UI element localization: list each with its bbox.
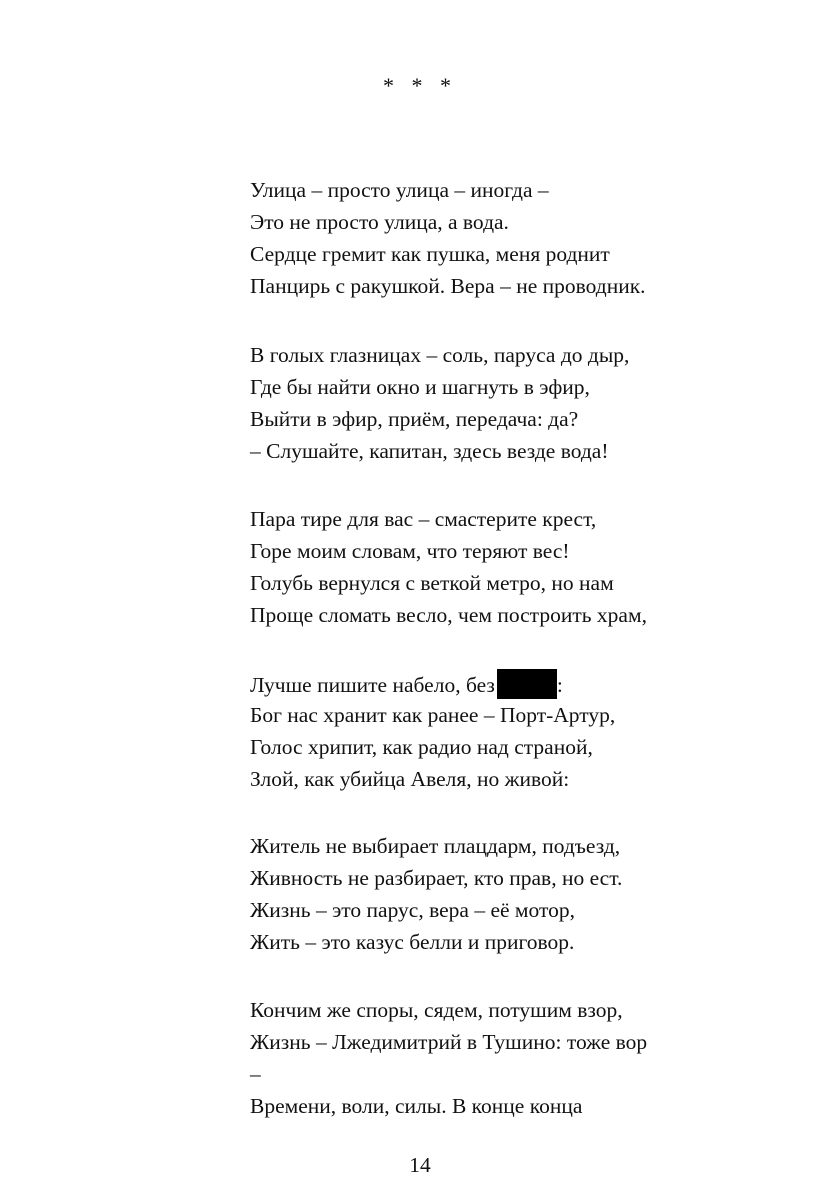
poem-line: Голос хрипит, как радио над страной,	[250, 735, 593, 759]
poem-line: Выйти в эфир, приём, передача: да?	[250, 407, 579, 431]
poem-line: Голубь вернулся с веткой метро, но нам	[250, 571, 614, 595]
poem-line: Проще сломать весло, чем построить храм,	[250, 603, 647, 627]
poem-line: Живность не разбирает, кто прав, но ест.	[250, 866, 623, 890]
poem-line: Улица – просто улица – иногда –	[250, 178, 549, 202]
poem-line: Это не просто улица, а вода.	[250, 210, 509, 234]
poem-line: Горе моим словам, что теряют вес!	[250, 539, 570, 563]
poem-line: В голых глазницах – соль, паруса до дыр,	[250, 343, 630, 367]
poem-line-suffix: :	[556, 673, 563, 697]
page-number: 14	[409, 1153, 431, 1177]
poem-line: –	[250, 1062, 261, 1086]
redaction-block	[497, 669, 557, 699]
poem-line: – Слушайте, капитан, здесь везде вода!	[250, 439, 609, 463]
poem-line: Времени, воли, силы. В конце конца	[250, 1094, 583, 1118]
poem-line: Сердце гремит как пушка, меня роднит	[250, 242, 610, 266]
poem-line: Пара тире для вас – смастерите крест,	[250, 507, 597, 531]
poem-line: Кончим же споры, сядем, потушим взор,	[250, 998, 623, 1022]
poem-line: Жить – это казус белли и приговор.	[250, 930, 575, 954]
section-ornament: * * *	[383, 73, 457, 98]
poem-line: Где бы найти окно и шагнуть в эфир,	[250, 375, 590, 399]
poem-line: Жизнь – это парус, вера – её мотор,	[250, 898, 575, 922]
poem-line: Панцирь с ракушкой. Вера – не проводник.	[250, 274, 646, 298]
poem-line: Злой, как убийца Авеля, но живой:	[250, 767, 570, 791]
poem-line-with-redaction	[250, 669, 563, 699]
poem-line: Бог нас хранит как ранее – Порт-Артур,	[250, 703, 616, 727]
poem-line: Житель не выбирает плацдарм, подъезд,	[250, 834, 621, 858]
poem-line: Жизнь – Лжедимитрий в Тушино: тоже вор	[250, 1030, 648, 1054]
poem-line-text: Лучше пишите набело, без	[250, 673, 495, 697]
